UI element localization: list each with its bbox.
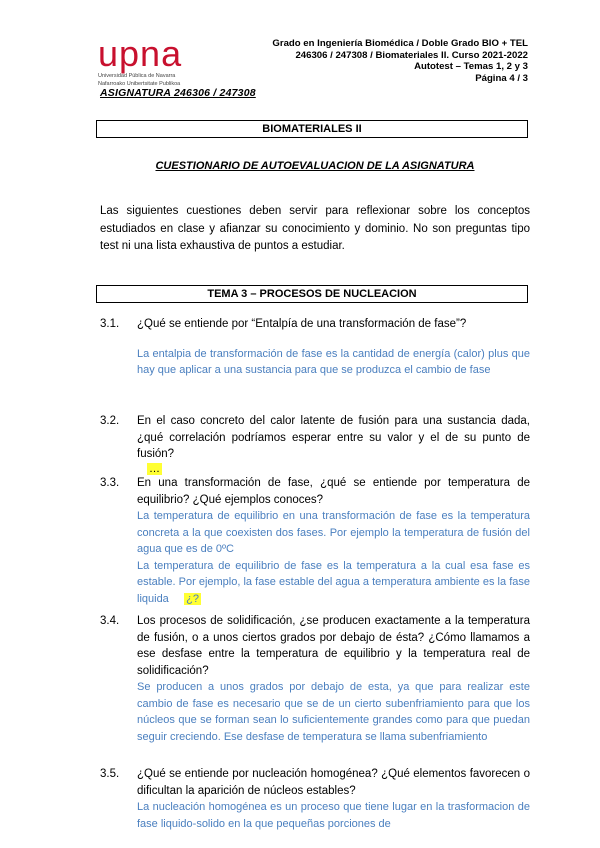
section-title: TEMA 3 – PROCESOS DE NUCLEACION [207,288,417,300]
asignatura-code: ASIGNATURA 246306 / 247308 [100,87,256,99]
question-number: 3.3. [100,477,120,489]
question-number: 3.1. [100,318,120,330]
header-line-4: Página 4 / 3 [475,72,528,84]
document-header [272,38,528,84]
answer-text [147,463,530,476]
answer-text: La nucleación homogénea es un proceso que tiene lugar en la trasformacion de fase liquido-solido en la que pequeñas porciones de [137,801,530,830]
question-3-1 [100,316,530,379]
question-text: En el caso concreto del calor latente de fusión para una sustancia dada, ¿qué correlación podríamos esperar entre su valor y el de su punto de fusión? [137,415,530,460]
answer-2-mark: ¿? [186,592,199,605]
course-title: BIOMATERIALES II [262,123,362,135]
logo-subtitle-1: Universidad Pública de Navarra [98,73,176,79]
answer-text: Se producen a unos grados por debajo de esta, ya que para realizar este cambio de fase es necesario que se de un cierto subenfriamiento para que los núcleos que se forman sean lo suficientemente grandes como para que puedan seguir creciendo. Ese desfase de temperatura se llama subenfriamiento [137,681,530,743]
question-text: Los procesos de solidificación, ¿se producen exactamente a la temperatura de fusión, o a unos ciertos grados por debajo de ésta? ¿Cómo llamamos a ese desfase entre la temperatura de equilibrio y la temperatura real de solidificación? [137,615,530,677]
question-3-2 [100,413,530,476]
logo-wordmark: upna [98,33,183,74]
question-3-5 [100,766,530,832]
question-3-4 [100,613,530,745]
course-title-box [96,120,528,138]
question-number: 3.4. [100,615,120,627]
questionnaire-title: CUESTIONARIO DE AUTOEVALUACION DE LA ASIGNATURA [155,160,475,172]
answer-text-2 [137,558,530,608]
answer-text: La temperatura de equilibrio en una transformación de fase es la temperatura concreta a la que coexisten dos fases. Por ejemplo la temperatura de fusión del agua que es de 0ºC [137,510,530,555]
intro-paragraph: Las siguientes cuestiones deben servir para reflexionar sobre los conceptos estudiados en clase y afianzar su conocimiento y dominio. No son preguntas tipo test ni una lista exhaustiva de puntos a estudiar. [100,205,530,252]
logo-subtitle-2: Nafarroako Unibertsitate Publikoa [98,80,181,87]
upna-logo [98,33,183,87]
answer-highlight: … [149,462,160,475]
answer-2-body: La temperatura de equilibrio de fase es la temperatura a la cual esa fase es estable. Por ejemplo, la fase estable del agua a temperatura ambiente es la fase liquida [137,559,530,605]
question-text: ¿Qué se entiende por “Entalpía de una transformación de fase”? [137,318,467,330]
question-text: ¿Qué se entiende por nucleación homogénea? ¿Qué elementos favorecen o dificultan la aparición de núcleos estables? [137,768,530,797]
question-number: 3.2. [100,415,120,427]
header-line-1: Grado en Ingeniería Biomédica / Doble Grado BIO + TEL [272,38,528,49]
section-title-box [96,285,528,303]
question-text: En una transformación de fase, ¿qué se entiende por temperatura de equilibrio? ¿Qué ejemplos conoces? [137,477,530,506]
answer-text: La entalpia de transformación de fase es la cantidad de energía (calor) plus que hay que aplicar a una sustancia para que se produzca el cambio de fase [137,347,530,376]
question-3-3 [100,475,530,607]
header-line-3: Autotest – Temas 1, 2 y 3 [414,61,528,72]
question-number: 3.5. [100,768,120,780]
header-line-2: 246306 / 247308 / Biomateriales II. Curso 2021-2022 [295,49,528,61]
